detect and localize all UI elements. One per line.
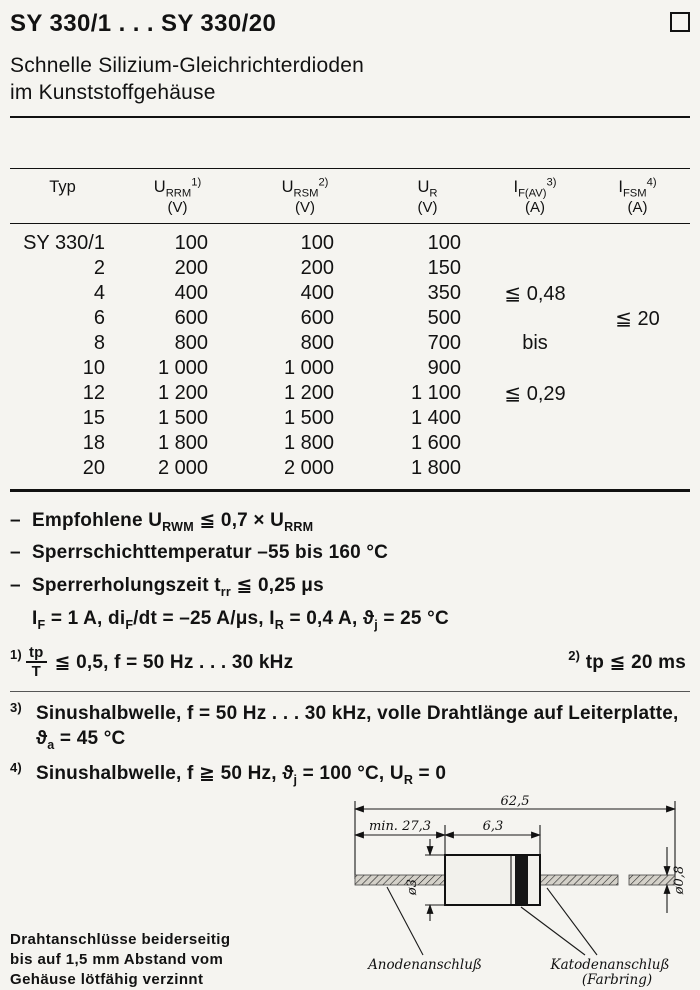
dash-bullet: – bbox=[10, 509, 21, 531]
anode-label: Anodenanschluß bbox=[368, 956, 482, 973]
solder-note-line-3: Gehäuse lötfähig verzinnt bbox=[10, 971, 204, 989]
cell-ifav bbox=[485, 431, 585, 456]
cell-urrm: 400 bbox=[174, 281, 208, 304]
note-urwm-text: Empfohlene $U_{RWM}$ ≦ $0,7 \times U_{RRM}$ bbox=[32, 509, 314, 534]
cell-ur: 500 bbox=[427, 306, 461, 329]
cell-urrm: 100 bbox=[174, 231, 208, 254]
table-row bbox=[10, 381, 690, 406]
bottom-section bbox=[10, 789, 690, 990]
package-drawing bbox=[345, 795, 690, 987]
cell-ursm: 400 bbox=[300, 281, 334, 304]
footnote-1-text: ≦ 0,5, f = 50 Hz . . . 30 kHz bbox=[54, 651, 294, 673]
note-recovery-conditions-text: $I_F = 1$ A, $di_F/dt = -25$ A/μs, $I_R = 0,4$ A, $ϑ_j = 25$ °C bbox=[32, 607, 449, 632]
cell-ursm: 100 bbox=[300, 231, 334, 254]
cathode-label-2: (Farbring) bbox=[581, 971, 653, 987]
cell-ur: 350 bbox=[427, 281, 461, 304]
dim-body-diameter: ø3 bbox=[405, 878, 420, 895]
subtitle-line-2: im Kunststoffgehäuse bbox=[10, 81, 216, 105]
cell-ur: 900 bbox=[427, 356, 461, 379]
cathode-label: Katodenanschluß bbox=[550, 956, 670, 973]
footnote-2-marker: 2) bbox=[568, 648, 581, 664]
dim-lead-length: min. 27,3 bbox=[368, 818, 432, 834]
cell-ursm: 1 200 bbox=[283, 381, 334, 404]
cell-ur: 100 bbox=[427, 231, 461, 254]
table-header-row bbox=[10, 168, 690, 223]
solder-note-line-2: bis auf 1,5 mm Abstand vom bbox=[10, 951, 224, 969]
footnote-1 bbox=[10, 644, 690, 681]
cell-ifsm bbox=[585, 281, 690, 306]
cell-typ: 12 bbox=[82, 381, 105, 404]
cell-typ: 18 bbox=[82, 431, 105, 454]
table-row bbox=[10, 331, 690, 356]
note-recovery-time bbox=[10, 573, 690, 599]
table-row bbox=[10, 456, 690, 491]
cell-typ: 6 bbox=[93, 306, 105, 329]
cell-ifav bbox=[485, 256, 585, 281]
cell-ifav: ≦ 0,48 bbox=[504, 282, 566, 305]
table-row bbox=[10, 406, 690, 431]
footnote-4 bbox=[10, 761, 690, 787]
col-header-ursm: $U_{RSM}^{2)}$ (V) bbox=[240, 168, 370, 223]
cell-ur: 1 800 bbox=[410, 456, 461, 479]
cell-typ: 10 bbox=[82, 356, 105, 379]
cell-ursm: 200 bbox=[300, 256, 334, 279]
note-junction-temp bbox=[10, 540, 690, 566]
cell-urrm: 800 bbox=[174, 331, 208, 354]
notes-section bbox=[10, 508, 690, 787]
cell-urrm: 600 bbox=[174, 306, 208, 329]
cell-ifav bbox=[485, 456, 585, 491]
footnote-2 bbox=[568, 648, 686, 674]
cell-urrm: 1 200 bbox=[157, 381, 208, 404]
cell-typ: 20 bbox=[82, 456, 105, 479]
cell-ifsm bbox=[585, 381, 690, 406]
cell-ursm: 1 500 bbox=[283, 406, 334, 429]
col-header-urrm: $U_{RRM}^{1)}$ (V) bbox=[115, 168, 240, 223]
cell-ursm: 800 bbox=[300, 331, 334, 354]
cell-ifsm bbox=[585, 456, 690, 491]
note-recovery-time-text: Sperrerholungszeit $t_{rr}$ ≦ 0,25 μs bbox=[32, 574, 324, 599]
subtitle-line-1: Schnelle Silizium-Gleichrichterdioden bbox=[10, 54, 365, 77]
cell-ur: 1 400 bbox=[410, 406, 461, 429]
cell-urrm: 1 500 bbox=[157, 406, 208, 429]
col-header-ifav: $I_{F(AV)}^{3)}$ (A) bbox=[485, 168, 585, 223]
ratings-table bbox=[10, 168, 690, 492]
cell-typ: 2 bbox=[93, 256, 105, 279]
dim-overall-length: 62,5 bbox=[500, 794, 530, 809]
cathode-lead-end bbox=[629, 875, 675, 885]
footnote-3-marker: 3) bbox=[10, 699, 22, 715]
cell-urrm: 1 800 bbox=[157, 431, 208, 454]
cell-typ: SY 330/1 bbox=[23, 231, 105, 254]
footnote-2-text: tp ≦ 20 ms bbox=[585, 652, 686, 674]
table-row bbox=[10, 356, 690, 381]
footnote-3 bbox=[10, 701, 690, 752]
solder-note-line-1: Drahtanschlüsse beiderseitig bbox=[10, 930, 231, 948]
table-row bbox=[10, 223, 690, 256]
page-title: SY 330/1 . . . SY 330/20 bbox=[10, 10, 277, 37]
table-row bbox=[10, 431, 690, 456]
col-header-ifsm: $I_{FSM}^{4)}$ (A) bbox=[585, 168, 690, 223]
cell-ifsm bbox=[585, 223, 690, 256]
table-row bbox=[10, 306, 690, 331]
cell-ifav bbox=[485, 356, 585, 381]
cell-ifav: ≦ 0,29 bbox=[504, 382, 566, 405]
cell-ursm: 2 000 bbox=[283, 456, 334, 479]
anode-lead bbox=[355, 875, 445, 885]
cell-ifsm bbox=[585, 331, 690, 356]
footnote-4-marker: 4) bbox=[10, 759, 22, 775]
cell-typ: 15 bbox=[82, 406, 105, 429]
footnote-1-marker: 1) bbox=[10, 646, 22, 662]
cell-ifav bbox=[485, 306, 585, 331]
dim-body-length: 6,3 bbox=[482, 818, 504, 834]
cell-ur: 150 bbox=[427, 256, 461, 279]
cell-urrm: 1 000 bbox=[157, 356, 208, 379]
footnote-divider bbox=[10, 691, 690, 692]
cell-ifsm bbox=[585, 431, 690, 456]
cell-ursm: 1 000 bbox=[283, 356, 334, 379]
cell-ifsm: ≦ 20 bbox=[615, 307, 660, 330]
solder-note bbox=[10, 930, 230, 990]
cathode-band bbox=[515, 856, 528, 904]
cell-ur: 1 600 bbox=[410, 431, 461, 454]
header bbox=[10, 8, 690, 38]
col-header-typ: Typ bbox=[10, 168, 115, 223]
dash-bullet: – bbox=[10, 542, 21, 564]
cell-ursm: 600 bbox=[300, 306, 334, 329]
cell-ursm: 1 800 bbox=[283, 431, 334, 454]
cell-typ: 4 bbox=[93, 281, 105, 304]
cell-typ: 8 bbox=[93, 331, 105, 354]
page-subtitle bbox=[10, 52, 690, 107]
note-junction-temp-text: Sperrschichttemperatur –55 bis 160 °C bbox=[32, 542, 389, 564]
cathode-lead bbox=[540, 875, 618, 885]
footnote-4-text: Sinushalbwelle, f ≧ 50 Hz, $ϑ_j = 100$ °C, $U_R = 0$ bbox=[36, 762, 447, 787]
cell-ur: 700 bbox=[427, 331, 461, 354]
table-row bbox=[10, 256, 690, 281]
dash-bullet: – bbox=[10, 574, 21, 596]
cell-ifav bbox=[485, 406, 585, 431]
corner-square-icon bbox=[670, 12, 690, 32]
cell-ifav: bis bbox=[522, 331, 548, 354]
duty-cycle-fraction: $\frac{tp}{T}$ bbox=[26, 644, 47, 681]
subtitle-rule bbox=[10, 116, 690, 118]
cell-urrm: 2 000 bbox=[157, 456, 208, 479]
cell-urrm: 200 bbox=[174, 256, 208, 279]
note-urwm bbox=[10, 508, 690, 534]
dim-lead-diameter: ø0,8 bbox=[672, 865, 687, 894]
cell-ifsm bbox=[585, 256, 690, 281]
cell-ifsm bbox=[585, 356, 690, 381]
note-recovery-conditions bbox=[10, 606, 690, 632]
table-row bbox=[10, 281, 690, 306]
cell-ur: 1 100 bbox=[410, 381, 461, 404]
cell-ifsm bbox=[585, 406, 690, 431]
footnote-3-text: Sinushalbwelle, f = 50 Hz . . . 30 kHz, volle Drahtlänge auf Leiterplatte, $ϑ_a = 45$ °C bbox=[36, 702, 679, 753]
col-header-ur: $U_R$ (V) bbox=[370, 168, 485, 223]
cell-ifav bbox=[485, 223, 585, 256]
